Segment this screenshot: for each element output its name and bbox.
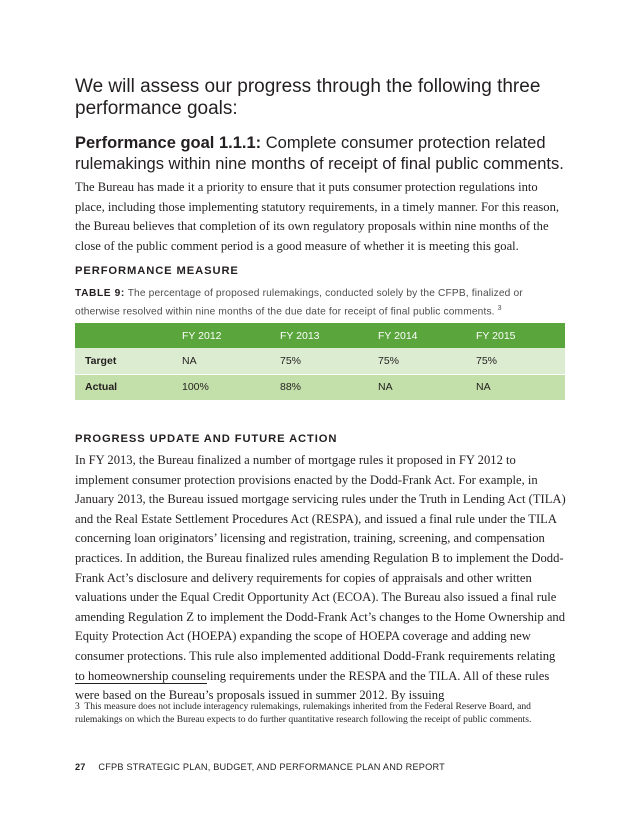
- table-header-row: [75, 323, 565, 348]
- performance-measure-heading: PERFORMANCE MEASURE: [75, 265, 239, 277]
- performance-goal-label: Performance goal 1.1.1:: [75, 134, 262, 152]
- progress-heading: PROGRESS UPDATE AND FUTURE ACTION: [75, 433, 338, 445]
- table-cell: 75%: [280, 354, 302, 367]
- footnote-divider: [75, 683, 207, 684]
- footer-title: CFPB STRATEGIC PLAN, BUDGET, AND PERFORMANCE PLAN AND REPORT: [98, 762, 445, 772]
- table-header-cell: FY 2012: [182, 329, 222, 342]
- table-row: [75, 348, 565, 374]
- table-row: [75, 374, 565, 400]
- footnote-reference[interactable]: 3: [497, 304, 502, 312]
- table-header-cell: [75, 323, 182, 348]
- table-header-cell: FY 2013: [280, 329, 320, 342]
- performance-goal-text: Complete consumer protection related rulemakings within nine months of receipt of final public comments.: [75, 134, 564, 173]
- table-cell: 100%: [182, 381, 209, 394]
- table-cell: 75%: [476, 354, 498, 367]
- section-heading: We will assess our progress through the following three performance goals:: [75, 76, 541, 119]
- table-row-label: Actual: [85, 381, 118, 394]
- table-header-cell: FY 2014: [378, 329, 418, 342]
- performance-goal: [75, 133, 575, 175]
- page-number: 27: [75, 762, 86, 772]
- progress-paragraph: In FY 2013, the Bureau finalized a number of mortgage rules it proposed in FY 2012 to implement consumer protection provisions enacted by the Dodd-Frank Act. For example, in January 2013, the Bureau issued mortgage servicing rules under the Truth in Lending Act (TILA) and the Real Estate Settlement Procedures Act (RESPA), and issued a final rule under the TILA concerning loan originators’ licensing and registration, training, screening, and compensation practices. In addition, the Bureau finalized rules amending Regulation B to implement the Dodd-Frank Act’s disclosure and delivery requirements for copies of appraisals and other written valuations under the Equal Credit Opportunity Act (ECOA). The Bureau also issued a final rule amending Regulation Z to implement the Dodd-Frank Act’s changes to the Home Ownership and Equity Protection Act (HOEPA) expanding the scope of HOEPA coverage and adding new consumer protections. This rule also implemented additional Dodd-Frank requirements relating to homeownership counseling requirements under the RESPA and the TILA. All of these rules were based on the Bureau’s proposals issued in summer 2012. By issuing: [75, 453, 566, 703]
- table-row-label: Target: [85, 354, 117, 367]
- table-caption: [75, 287, 567, 319]
- footnote-number: 3: [75, 701, 80, 712]
- footnote-text: This measure does not include interagency rulemakings, rulemakings inherited from the Federal Reserve Board, and rulemakings on which the Bureau expects to do further quantitative research following the receipt of public comments.: [75, 701, 532, 726]
- table-cell: NA: [378, 381, 393, 394]
- performance-table: [75, 323, 565, 400]
- intro-paragraph: The Bureau has made it a priority to ensure that it puts consumer protection regulations into place, including those implementing statutory requirements, in a timely manner. For this reason, the Bureau believes that completion of its own regulatory proposals within nine months of the close of the public comment period is a good measure of whether it is meeting this goal.: [75, 180, 560, 253]
- table-cell: 88%: [280, 381, 302, 394]
- footnote: [75, 700, 567, 726]
- table-caption-label: TABLE 9:: [75, 288, 125, 299]
- table-cell: NA: [476, 381, 491, 394]
- table-header-cell: FY 2015: [476, 329, 516, 342]
- table-caption-text: The percentage of proposed rulemakings, conducted solely by the CFPB, finalized or otherwise resolved within nine months of the due date for receipt of final public comments.: [75, 288, 523, 317]
- table-cell: 75%: [378, 354, 400, 367]
- page-footer: [75, 762, 445, 772]
- table-cell: NA: [182, 354, 197, 367]
